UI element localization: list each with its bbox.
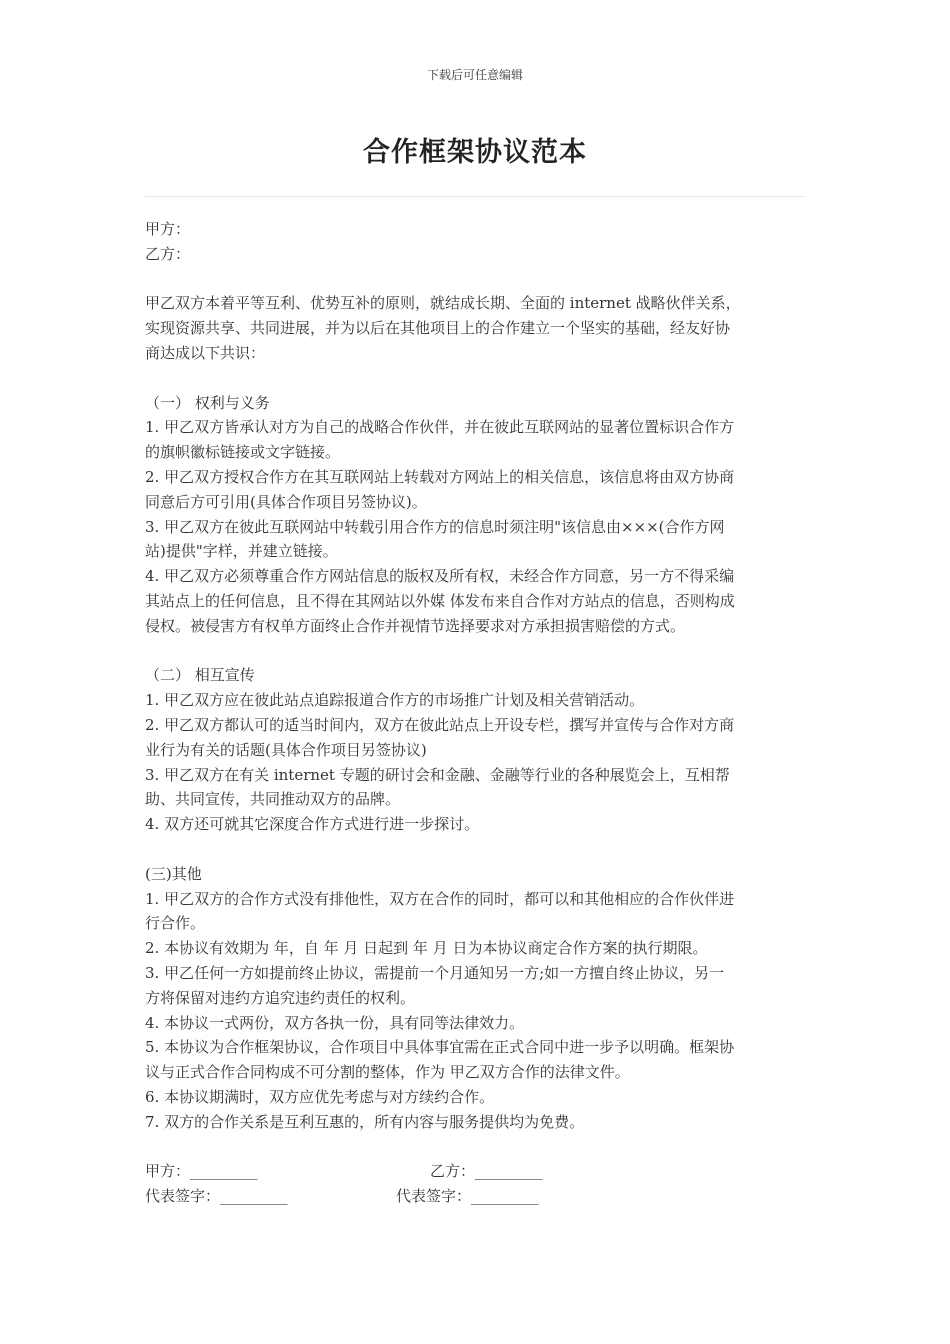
spacer [145, 267, 807, 292]
clause-line: 1. 甲乙双方皆承认对方为自己的战略合作伙伴，并在彼此互联网站的显著位置标识合作方 [145, 418, 735, 437]
clause-line: 其站点上的任何信息，且不得在其网站以外媒 体发布来自合作对方站点的信息，否则构成 [145, 591, 735, 610]
spacer [145, 1134, 807, 1159]
section-rights [145, 391, 807, 639]
section-heading: （一） 权利与义务 [145, 393, 270, 412]
section-heading: (三)其他 [145, 864, 202, 883]
clause-line: 站)提供"字样，并建立链接。 [145, 542, 338, 561]
clause-line: 5. 本协议为合作框架协议，合作项目中具体事宜需在正式合同中进一步予以明确。框架协 [145, 1038, 735, 1057]
clause-line: 3. 甲乙双方在有关 internet 专题的研讨会和金融、金融等行业的各种展览会上，互相帮 [145, 765, 730, 784]
representative-a-signature: 代表签字：_________ [145, 1187, 288, 1206]
clause-line: 6. 本协议期满时，双方应优先考虑与对方续约合作。 [145, 1087, 495, 1106]
clause-line: 4. 本协议一式两份，双方各执一份，具有同等法律效力。 [145, 1013, 525, 1032]
intro-line: 商达成以下共识： [145, 343, 266, 362]
clause-line: 助、共同宣传，共同推动双方的品牌。 [145, 790, 401, 809]
section-heading: （二） 相互宣传 [145, 666, 255, 685]
clause-line: 2. 甲乙双方授权合作方在其互联网站上转载对方网站上的相关信息，该信息将由双方协商 [145, 467, 735, 486]
title-divider [145, 196, 805, 197]
document-body [145, 217, 807, 1209]
clause-line: 议与正式合作合同构成不可分割的整体，作为 甲乙双方合作的法律文件。 [145, 1063, 630, 1082]
clause-line: 4. 双方还可就其它深度合作方式进行进一步探讨。 [145, 815, 480, 834]
signature-row-representative [145, 1184, 807, 1209]
clause-line: 的旗帜徽标链接或文字链接。 [145, 443, 341, 462]
clause-line: 行合作。 [145, 914, 206, 933]
spacer [145, 366, 807, 391]
clause-line: 2. 本协议有效期为 年，自 年 月 日起到 年 月 日为本协议商定合作方案的执行期限。 [145, 939, 708, 958]
intro-paragraph [145, 291, 807, 365]
clause-line: 1. 甲乙双方的合作方式没有排他性，双方在合作的同时，都可以和其他相应的合作伙伴进 [145, 889, 735, 908]
section-promotion [145, 663, 807, 837]
intro-line: 甲乙双方本着平等互利、优势互补的原则，就结成长期、全面的 internet 战略伙伴关系， [145, 294, 741, 313]
clause-line: 4. 甲乙双方必须尊重合作方网站信息的版权及所有权，未经合作方同意，另一方不得采编 [145, 567, 735, 586]
header-note: 下载后可任意编辑 [426, 68, 523, 82]
signature-block [145, 1159, 807, 1209]
signature-row-party [145, 1159, 807, 1184]
spacer [145, 639, 807, 664]
party-a-label: 甲方： [145, 220, 191, 238]
section-other [145, 862, 807, 1135]
clause-line: 3. 甲乙双方在彼此互联网站中转载引用合作方的信息时须注明"该信息由×××(合作方网 [145, 517, 725, 536]
clause-line: 7. 双方的合作关系是互利互惠的，所有内容与服务提供均为免费。 [145, 1112, 585, 1131]
representative-b-signature: 代表签字：_________ [396, 1187, 539, 1206]
party-b-signature: 乙方：_________ [430, 1162, 543, 1181]
clause-line: 2. 甲乙双方都认可的适当时间内，双方在彼此站点上开设专栏，撰写并宣传与合作对方商 [145, 715, 735, 734]
clause-line: 业行为有关的话题(具体合作项目另签协议) [145, 740, 427, 759]
clause-line: 1. 甲乙双方应在彼此站点追踪报道合作方的市场推广计划及相关营销活动。 [145, 691, 645, 710]
intro-line: 实现资源共享、共同进展，并为以后在其他项目上的合作建立一个坚实的基础，经友好协 [145, 319, 731, 338]
clause-line: 同意后方可引用(具体合作项目另签协议)。 [145, 492, 427, 511]
document-title: 合作框架协议范本 [363, 137, 587, 168]
party-b-label: 乙方： [145, 244, 191, 263]
party-a-signature: 甲方：_________ [145, 1162, 258, 1181]
clause-line: 方将保留对违约方追究违约责任的权利。 [145, 988, 416, 1007]
clause-line: 侵权。被侵害方有权单方面终止合作并视情节选择要求对方承担损害赔偿的方式。 [145, 616, 686, 635]
spacer [145, 837, 807, 862]
clause-line: 3. 甲乙任何一方如提前终止协议，需提前一个月通知另一方;如一方擅自终止协议，另一 [145, 963, 725, 982]
